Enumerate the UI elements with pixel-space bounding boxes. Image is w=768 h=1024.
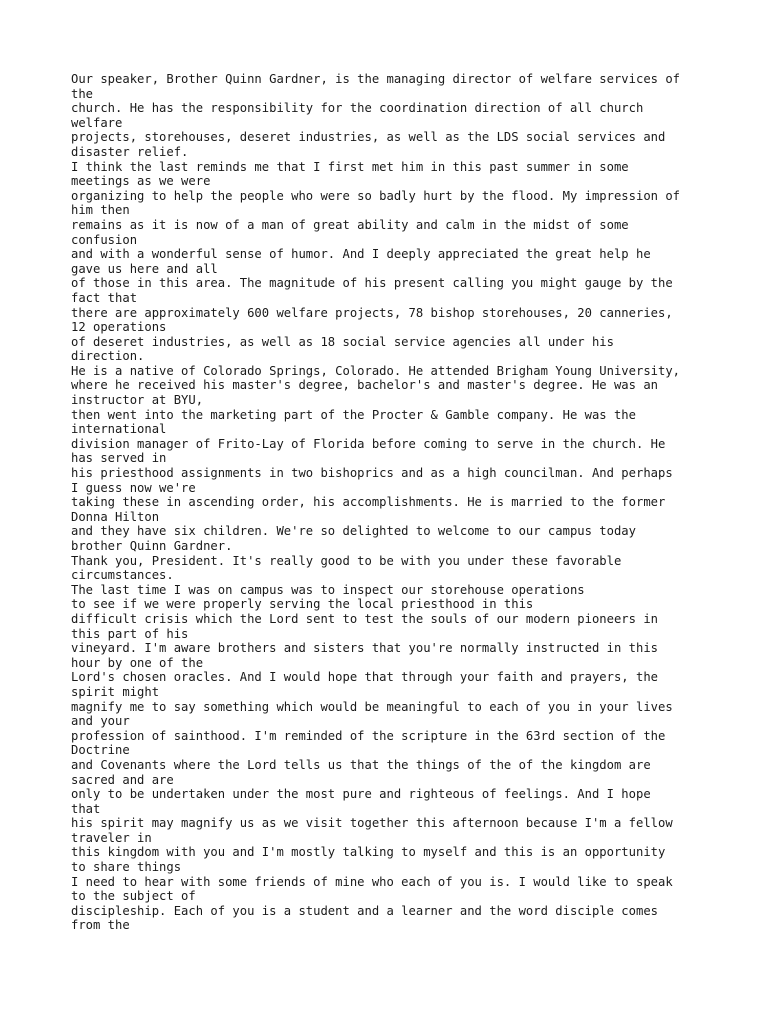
text-line: Donna Hilton (71, 509, 160, 524)
text-line: and with a wonderful sense of humor. And I deeply appreciated the great help he (71, 247, 651, 262)
text-line: The last time I was on campus was to inspect our storehouse operations (71, 582, 585, 597)
text-line: confusion (71, 232, 138, 247)
text-line: remains as it is now of a man of great ability and calm in the midst of some (71, 217, 629, 232)
text-line: welfare (71, 115, 123, 130)
text-line: has served in (71, 451, 167, 466)
text-line: the (71, 86, 94, 101)
text-line: Doctrine (71, 743, 130, 758)
text-line: to the subject of (71, 889, 196, 904)
text-line: hour by one of the (71, 655, 204, 670)
text-line: projects, storehouses, deseret industries, as well as the LDS social services and (71, 130, 666, 145)
text-line: and Covenants where the Lord tells us that the things of the of the kingdom are (71, 757, 651, 772)
text-line: then went into the marketing part of the Procter & Gamble company. He was the (71, 407, 636, 422)
text-line: vineyard. I'm aware brothers and sisters that you're normally instructed in this (71, 641, 658, 656)
text-line: there are approximately 600 welfare projects, 78 bishop storehouses, 20 canneries, (71, 305, 673, 320)
text-line: I guess now we're (71, 480, 196, 495)
text-line: gave us here and all (71, 261, 218, 276)
text-line: him then (71, 203, 130, 218)
text-line: and your (71, 714, 130, 729)
text-line: church. He has the responsibility for the coordination direction of all church (71, 101, 644, 116)
text-line: to share things (71, 860, 182, 875)
text-line: where he received his master's degree, bachelor's and master's degree. He was an (71, 378, 658, 393)
transcript-text (71, 72, 731, 933)
text-line: division manager of Frito-Lay of Florida before coming to serve in the church. He (71, 436, 666, 451)
text-line: 12 operations (71, 320, 167, 335)
text-line: this part of his (71, 626, 189, 641)
text-line: I need to hear with some friends of mine who each of you is. I would like to speak (71, 874, 673, 889)
text-line: Lord's chosen oracles. And I would hope that through your faith and prayers, the (71, 670, 658, 685)
text-line: difficult crisis which the Lord sent to test the souls of our modern pioneers in (71, 611, 658, 626)
text-line: only to be undertaken under the most pure and righteous of feelings. And I hope (71, 787, 651, 802)
text-line: magnify me to say something which would be meaningful to each of you in your lives (71, 699, 673, 714)
text-line: organizing to help the people who were so badly hurt by the flood. My impression of (71, 188, 681, 203)
text-line: fact that (71, 290, 138, 305)
text-line: circumstances. (71, 568, 174, 583)
text-line: and they have six children. We're so delighted to welcome to our campus today (71, 524, 636, 539)
text-line: traveler in (71, 830, 152, 845)
text-line: his spirit may magnify us as we visit together this afternoon because I'm a fellow (71, 816, 673, 831)
text-line: to see if we were properly serving the local priesthood in this (71, 597, 534, 612)
text-line: I think the last reminds me that I first met him in this past summer in some (71, 159, 629, 174)
text-line: meetings as we were (71, 174, 211, 189)
text-line: profession of sainthood. I'm reminded of the scripture in the 63rd section of the (71, 728, 666, 743)
text-line: spirit might (71, 684, 160, 699)
text-line: this kingdom with you and I'm mostly talking to myself and this is an opportunity (71, 845, 666, 860)
text-line: Thank you, President. It's really good to be with you under these favorable (71, 553, 622, 568)
text-line: from the (71, 918, 130, 933)
text-line: sacred and are (71, 772, 174, 787)
text-line: He is a native of Colorado Springs, Colorado. He attended Brigham Young University, (71, 363, 681, 378)
text-line: of deseret industries, as well as 18 social service agencies all under his (71, 334, 614, 349)
text-line: brother Quinn Gardner. (71, 539, 233, 553)
text-line: of those in this area. The magnitude of his present calling you might gauge by the (71, 276, 673, 291)
text-line: Our speaker, Brother Quinn Gardner, is the managing director of welfare services of (71, 72, 681, 86)
text-line: his priesthood assignments in two bishoprics and as a high councilman. And perhaps (71, 466, 673, 481)
text-line: international (71, 422, 167, 437)
text-line: instructor at BYU, (71, 393, 204, 408)
text-line: disaster relief. (71, 144, 189, 159)
text-line: taking these in ascending order, his accomplishments. He is married to the former (71, 495, 666, 510)
text-line: direction. (71, 349, 145, 364)
text-line: discipleship. Each of you is a student and a learner and the word disciple comes (71, 903, 658, 918)
text-line: that (71, 801, 101, 816)
